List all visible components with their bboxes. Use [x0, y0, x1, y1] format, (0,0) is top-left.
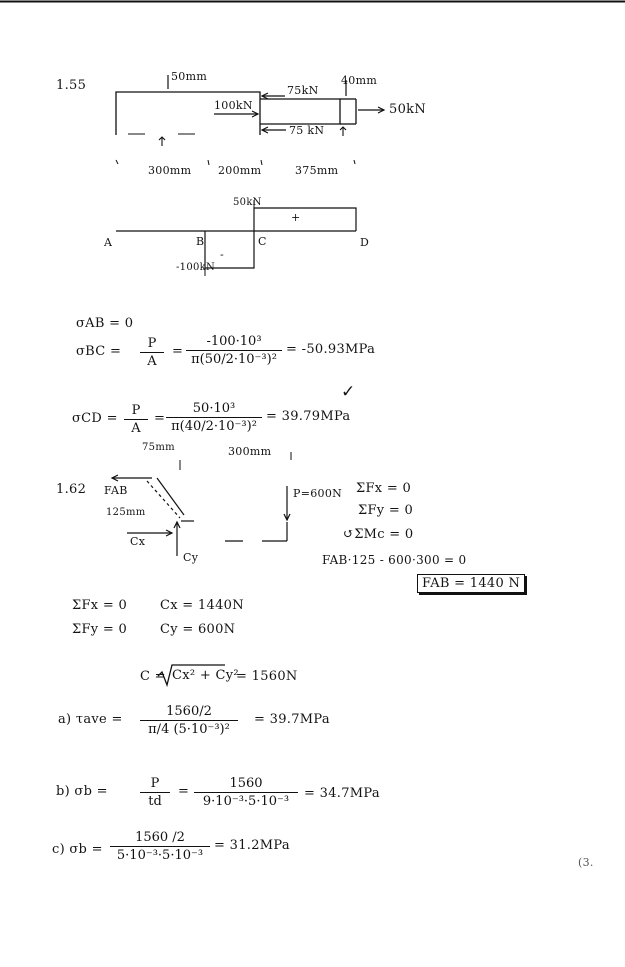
part-a-num: 1560/2: [140, 704, 238, 721]
page-number: (3.: [578, 856, 594, 869]
sigma-bc-num: -100·10³: [186, 334, 282, 351]
diagram-plus: +: [291, 211, 301, 224]
part-c-result: = 31.2MPa: [214, 838, 290, 853]
sigma-bc-fraction: [186, 334, 282, 367]
force-fab: FAB: [104, 484, 128, 497]
diagram-minus: -: [220, 248, 225, 261]
eq-sum-fy: ΣFy = 0: [358, 503, 414, 518]
point-c: C: [258, 235, 267, 248]
problem-1-62-label: 1.62: [56, 482, 87, 497]
sigma-bc-p: P: [140, 336, 164, 353]
sigma-cd-fraction: [166, 401, 262, 434]
c-radicand: Cx² + Cy²: [172, 668, 239, 683]
sigma-bc-lhs: σBC =: [76, 344, 122, 359]
part-c-den: 5·10⁻³·5·10⁻³: [116, 848, 204, 863]
sigma-bc-result: = -50.93MPa: [286, 342, 376, 357]
force-cy: Cy: [183, 551, 199, 564]
part-b-fraction: [194, 776, 298, 809]
cy-value: Cy = 600N: [160, 622, 236, 637]
force-75kn-bottom: 75 kN: [289, 124, 325, 137]
part-a-result: = 39.7MPa: [254, 712, 330, 727]
force-cx: Cx: [130, 535, 146, 548]
sigma-cd-pa: [124, 403, 148, 436]
part-b-den: 9·10⁻³·5·10⁻³: [202, 794, 290, 809]
sigma-bc-den: π(50/2·10⁻³)²: [191, 352, 277, 367]
c-result: = 1560N: [236, 669, 298, 684]
dim-75mm: 75mm: [142, 442, 175, 453]
part-a-den: π/4 (5·10⁻³)²: [148, 722, 230, 737]
part-b-num: 1560: [194, 776, 298, 793]
check-mark: ✓: [341, 382, 356, 402]
diagram-neg100kn: -100kN: [176, 262, 216, 273]
sigma-cd-p: P: [124, 403, 148, 420]
sum-fy: ΣFy = 0: [72, 622, 128, 637]
sigma-cd-lhs: σCD =: [72, 411, 118, 426]
load-p: P=600N: [293, 487, 343, 500]
force-100kn: 100kN: [214, 99, 253, 112]
len-375mm: 375mm: [295, 164, 339, 177]
eq-sum-mc: ↺ΣMc = 0: [343, 527, 414, 542]
part-b-eq: =: [178, 784, 190, 799]
cx-value: Cx = 1440N: [160, 598, 244, 613]
c-lhs: C =: [140, 669, 166, 684]
part-c-label: c) σb =: [52, 842, 103, 857]
dim-40mm: 40mm: [341, 74, 378, 87]
part-a-label: a) τave =: [58, 712, 123, 727]
diagram-50kn: 50kN: [233, 197, 262, 208]
sigma-ab: σAB = 0: [76, 316, 134, 331]
sigma-bc-a: A: [147, 354, 157, 369]
dim-300mm: 300mm: [228, 445, 272, 458]
part-c-fraction: [110, 830, 210, 863]
sigma-bc-pa: [140, 336, 164, 369]
eq-moment: FAB·125 - 600·300 = 0: [322, 553, 467, 567]
dim-50mm: 50mm: [171, 70, 208, 83]
part-b-p: P: [140, 776, 170, 793]
len-300mm: 300mm: [148, 164, 192, 177]
part-c-num: 1560 /2: [110, 830, 210, 847]
dim-125mm: 125mm: [106, 507, 146, 518]
part-b-ptd: [140, 776, 170, 809]
point-b: B: [196, 235, 205, 248]
sigma-cd-den: π(40/2·10⁻³)²: [171, 419, 257, 434]
force-50kn: 50kN: [389, 102, 426, 117]
part-a-fraction: [140, 704, 238, 737]
sigma-cd-result: = 39.79MPa: [266, 409, 351, 424]
part-b-label: b) σb =: [56, 784, 108, 799]
part-b-td: td: [148, 794, 162, 809]
eq-sum-fx: ΣFx = 0: [356, 481, 412, 496]
point-d: D: [360, 236, 370, 249]
sigma-cd-num: 50·10³: [166, 401, 262, 418]
fab-result-box: FAB = 1440 N: [417, 574, 525, 593]
force-75kn-top: 75kN: [287, 84, 319, 97]
problem-1-55-label: 1.55: [56, 78, 87, 93]
part-b-result: = 34.7MPa: [304, 786, 380, 801]
point-a: A: [104, 236, 113, 249]
sum-fx: ΣFx = 0: [72, 598, 128, 613]
len-200mm: 200mm: [218, 164, 262, 177]
sigma-cd-a: A: [131, 421, 141, 436]
